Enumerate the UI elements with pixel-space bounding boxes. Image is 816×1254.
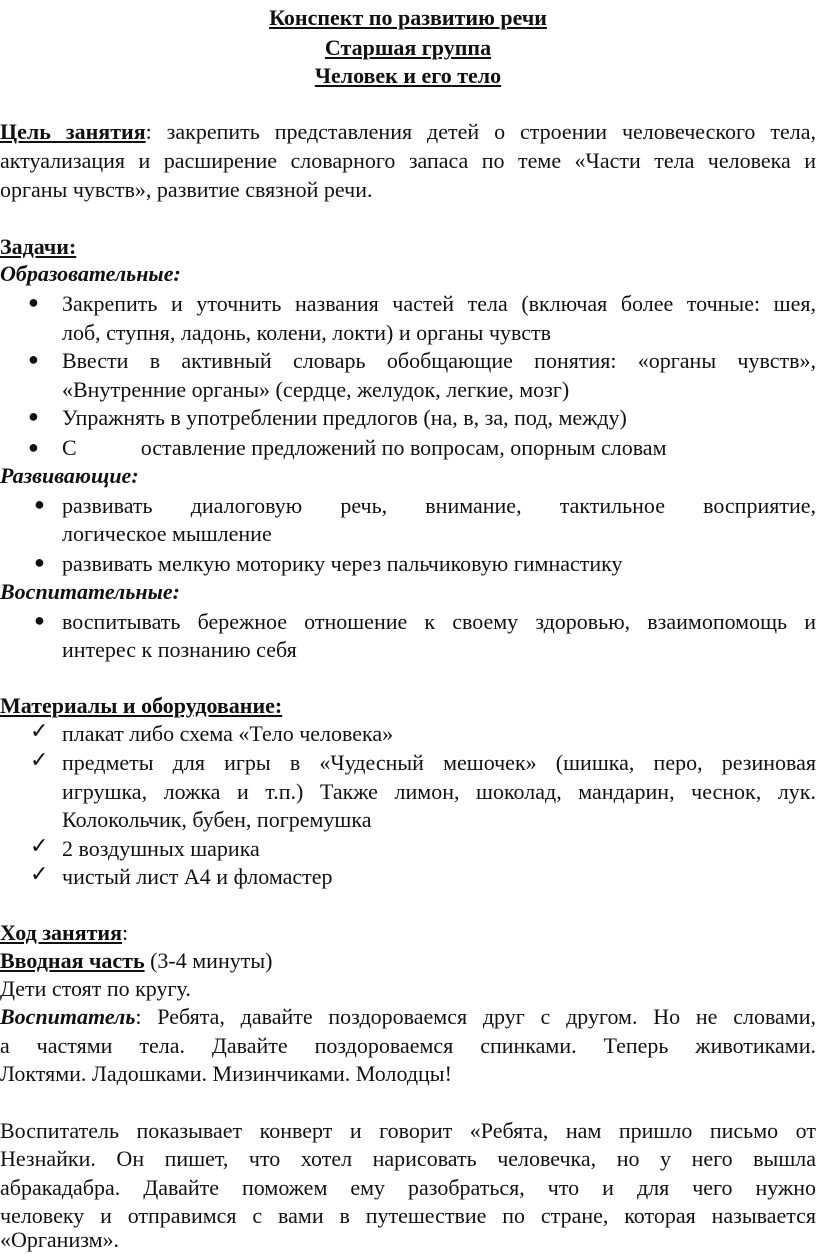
doc-subtitle-topic: Человек и его тело	[314, 63, 502, 88]
upb-item-1-line-1: воспитывать бережное отношение к своему здоровью, взаимопомощь и	[62, 609, 816, 634]
intro-label: Вводная часть	[0, 948, 145, 973]
upb-item-1-line-2: интерес к познанию себя	[62, 637, 297, 662]
developing-heading: Развивающие:	[0, 463, 139, 488]
bullet-icon: ●	[34, 494, 45, 514]
materials-heading: Материалы и оборудование:	[0, 693, 283, 718]
bullet-icon: ●	[28, 406, 39, 426]
edu-item-2-line-2: «Внутренние органы» (сердце, желудок, легкие, мозг)	[62, 377, 570, 402]
dev-item-1-line-1: развивать диалоговую речь, внимание, тактильное восприятие,	[62, 493, 816, 518]
edu-item-4	[62, 434, 667, 462]
goal-text-1: закрепить представления детей о строении человеческого тела,	[151, 119, 816, 144]
bullet-icon: ●	[34, 610, 45, 630]
mat-item-2-line-1: предметы для игры в «Чудесный мешочек» (шишка, перо, резиновая	[62, 750, 816, 775]
edu-item-2-line-1: Ввести в активный словарь обобщающие понятия: «органы чувств»,	[62, 348, 816, 373]
edu-item-4-initial: С	[62, 435, 77, 460]
mat-item-2-line-3: Колокольчик, бубен, погремушка	[62, 807, 372, 832]
children-line: Дети стоят по кругу.	[0, 976, 191, 1001]
dev-item-2: развивать мелкую моторику через пальчиковую гимнастику	[62, 551, 623, 576]
edu-item-1-line-2: лоб, ступня, ладонь, колени, локти) и органы чувств	[62, 320, 552, 345]
teacher-text-1: : Ребята, давайте поздороваемся друг с другом. Но не словами,	[135, 1004, 816, 1029]
goal-line-2: актуализация и расширение словарного запаса по теме «Части тела человека и	[0, 148, 816, 173]
para2-line-2: Незнайки. Он пишет, что хотел нарисовать человечка, но у него вышла	[0, 1146, 816, 1171]
lesson-heading	[0, 919, 128, 947]
goal-label: Цель занятия	[0, 119, 146, 144]
teacher-line-2: а частями тела. Давайте поздороваемся спинками. Теперь животиками.	[0, 1033, 816, 1058]
mat-item-3: 2 воздушных шарика	[62, 836, 260, 861]
mat-item-2-line-2: игрушка, ложка и т.п.) Также лимон, шоколад, мандарин, чеснок, лук.	[62, 779, 816, 804]
goal-line-1	[0, 118, 816, 146]
bullet-icon: ●	[28, 349, 39, 369]
bullet-icon: ●	[28, 292, 39, 312]
upbringing-heading: Воспитательные:	[0, 579, 180, 604]
doc-title: Конспект по развитию речи	[269, 5, 547, 30]
bullet-icon: ●	[28, 437, 39, 457]
para2-line-4: человеку и отправимся с вами в путешествие по стране, которая называется	[0, 1203, 816, 1228]
tasks-heading: Задачи:	[0, 234, 77, 259]
goal-colon: :	[145, 119, 152, 144]
lesson-colon: :	[122, 920, 129, 945]
check-icon: ✓	[30, 833, 49, 858]
lesson-label: Ход занятия	[0, 920, 123, 945]
mat-item-4: чистый лист А4 и фломастер	[62, 864, 333, 889]
doc-subtitle-group: Старшая группа	[324, 35, 492, 60]
edu-item-3: Упражнять в употреблении предлогов (на, в, за, под, между)	[62, 405, 627, 430]
goal-line-3: органы чувств», развитие связной речи.	[0, 177, 373, 202]
check-icon: ✓	[30, 861, 49, 886]
bullet-icon: ●	[34, 552, 45, 572]
para2-line-5: «Организм».	[0, 1227, 120, 1252]
intro-time: (3-4 минуты)	[144, 948, 273, 973]
para2-line-1: Воспитатель показывает конверт и говорит «Ребята, нам пришло письмо от	[0, 1118, 816, 1143]
edu-item-4-rest: оставление предложений по вопросам, опорным словам	[140, 435, 667, 460]
dev-item-1-line-2: логическое мышление	[62, 521, 272, 546]
intro-line	[0, 947, 272, 975]
teacher-line-1	[0, 1003, 816, 1031]
educational-heading: Образовательные:	[0, 261, 181, 286]
teacher-line-3: Локтями. Ладошками. Мизинчиками. Молодцы!	[0, 1061, 452, 1086]
teacher-label: Воспитатель	[0, 1004, 136, 1029]
edu-item-1-line-1: Закрепить и уточнить названия частей тела (включая более точные: шея,	[62, 291, 816, 316]
para2-line-3: абракадабра. Давайте поможем ему разобраться, что и для чего нужно	[0, 1175, 816, 1200]
mat-item-1: плакат либо схема «Тело человека»	[62, 721, 394, 746]
check-icon: ✓	[30, 718, 49, 743]
check-icon: ✓	[30, 747, 49, 772]
